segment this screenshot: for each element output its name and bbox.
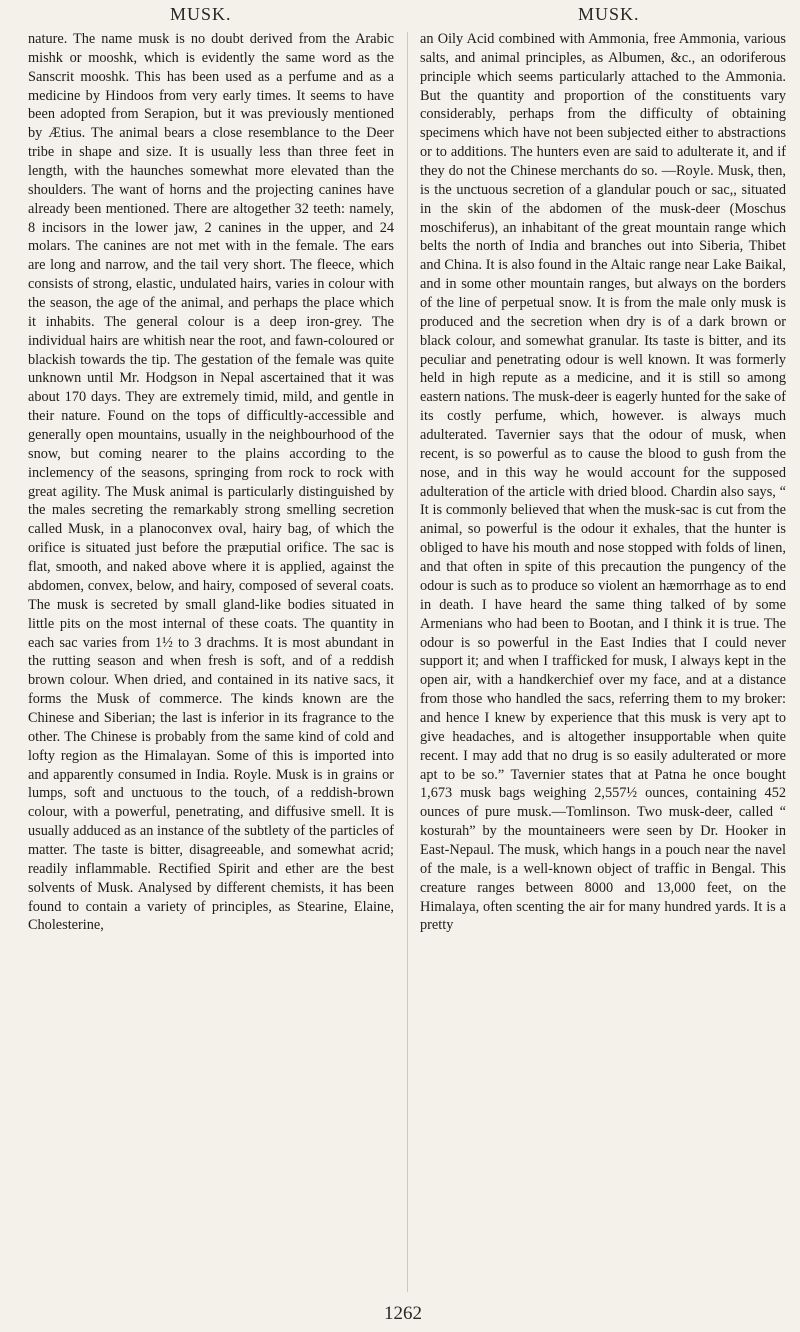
- page-number: 1262: [384, 1303, 422, 1324]
- text-column-left: [28, 30, 394, 935]
- column-divider: [407, 32, 408, 1292]
- running-head-left: MUSK.: [170, 4, 232, 24]
- right-column-text: an Oily Acid combined with Ammonia, free Ammonia, various salts, and animal principles, as Albumen, &c., an odoriferous principle which seems particularly attached to the Ammonia. But the quantity and proportion of the constituents vary considerably, perhaps from the difficulty of obtaining specimens which have not been subjected either to abstractions or to additions. The hunters even are said to adulterate it, and if they do not the Chinese merchants do so. —Royle. Musk, then, is the unctuous secretion of a glandular pouch or sac,, situated in the skin of the abdomen of the musk-deer (Moschus moschiferus), an inhabitant of the great mountain range which belts the north of India and branches out into Siberia, Thibet and China. It is also found in the Altaic range near Lake Baikal, and in some other mountain ranges, but always on the borders of the line of perpetual snow. It is from the male only musk is produced and the secretion when dry is of a dark brown or black colour, and somewhat granular. Its taste is bitter, and its peculiar and penetrating odour is well known. It was formerly held in high repute as a medicine, and it is still so among eastern nations. The musk-deer is eagerly hunted for the sake of its costly perfume, which, however. is always much adulterated. Tavernier says that the odour of musk, when recent, is so powerful as to cause the blood to gush from the nose, and in this way he would account for the supposed adulteration of the article with dried blood. Chardin also says, “ It is commonly believed that when the musk-sac is cut from the animal, so powerful is the odour it exhales, that the hunter is obliged to have his mouth and nose stopped with folds of linen, and that often in spite of this precaution the pungency of the odour is such as to produce so violent an hæmorrhage as to end in death. I have heard the same thing talked of by some Armenians who had been to Bootan, and I think it is true. The odour is so powerful in the East Indies that I could never support it; and when I trafficked for musk, I always kept in the open air, with a handkerchief over my face, and at a distance from those who handled the sacs, referring them to my broker: and hence I knew by experience that this musk is very apt to give headaches, and is altogether insupportable when quite recent. I may add that no drug is so easily adulterated or more apt to be so.” Tavernier states that at Patna he once bought 1,673 musk bags weighing 2,557½ ounces, containing 452 ounces of pure musk.—Tomlinson. Two musk-deer, called “ kosturah” by the mountaineers were seen by Dr. Hooker in East-Nepaul. The musk, which hangs in a pouch near the navel of the male, is a well-known object of traffic in Bengal. This creature ranges between 8000 and 13,000 feet, on the Himalaya, often scenting the air for many hundred yards. It is a pretty: [420, 31, 786, 934]
- left-column-text: nature. The name musk is no doubt derived from the Arabic mishk or mooshk, which is evidently the same word as the Sanscrit mooshk. This has been used as a perfume and as a medicine by Hindoos from very early times. It seems to have been adopted from Serapion, but it was previously mentioned by Ætius. The animal bears a close resemblance to the Deer tribe in shape and size. It is usually less than three feet in length, with the haunches somewhat more elevated than the shoulders. The want of horns and the projecting canines have already been mentioned. There are altogether 32 teeth: namely, 8 incisors in the lower jaw, 2 canines in the upper, and 24 molars. The canines are not met with in the female. The ears are long and narrow, and the tail very short. The fleece, which consists of strong, elastic, undulated hairs, varies in colour with the season, the age of the animal, and perhaps the place which it inhabits. The general colour is a deep iron-grey. The individual hairs are whitish near the root, and fawn-coloured or blackish towards the tip. The gestation of the female was quite unknown until Mr. Hodgson in Nepal ascertained that it was about 170 days. They are extremely timid, mild, and gentle in their nature. Found on the tops of difficultly-accessible and generally open mountains, usually in the neighbourhood of the snow, but coming nearer to the plains according to the inclemency of the seasons, springing from rock to rock with great agility. The Musk animal is particularly distinguished by the males secreting the remarkably strong smelling secretion called Musk, in a planoconvex oval, hairy bag, of which the orifice is situated just before the præputial orifice. The sac is flat, smooth, and naked above where it is applied, against the abdomen, convex, below, and hairy, composed of several coats. The musk is secreted by small gland-like bodies situated in little pits on the most internal of these coats. The quantity in each sac varies from 1½ to 3 drachms. It is most abundant in the rutting season and when fresh is soft, and of a reddish brown colour. When dried, and contained in its native sacs, it forms the Musk of commerce. The kinds known are the Chinese and Siberian; the last is inferior in its fragrance to the other. The Chinese is probably from the same kind of cold and lofty region as the Himalayan. Some of this is imported into and apparently consumed in India. Royle. Musk is in grains or lumps, soft and unctuous to the touch, of a reddish-brown colour, with a powerful, penetrating, and diffusive smell. It is usually adduced as an instance of the subtlety of the particles of matter. The taste is bitter, disagreeable, and somewhat acrid; readily inflammable. Rectified Spirit and ether are the best solvents of Musk. Analysed by different chemists, it has been found to contain a variety of principles, as Stearine, Elaine, Cholesterine,: [28, 31, 394, 934]
- text-column-right: [420, 30, 786, 935]
- running-head-right: MUSK.: [578, 4, 640, 24]
